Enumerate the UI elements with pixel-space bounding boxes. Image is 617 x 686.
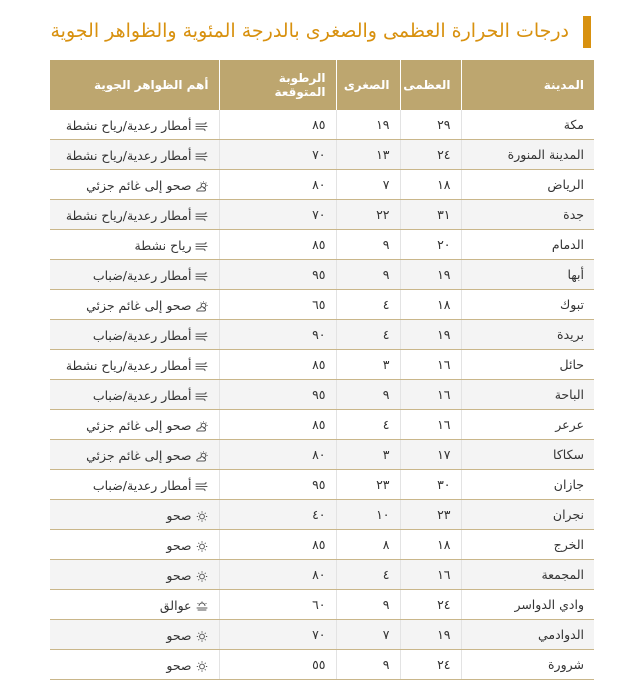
cell-max: ١٩ xyxy=(400,320,461,350)
cell-city: الخرج xyxy=(461,530,594,560)
header-max: العظمى xyxy=(400,60,461,110)
cell-weather xyxy=(50,320,219,350)
cell-min: ٤ xyxy=(336,560,400,590)
cell-humidity: ٥٥ xyxy=(219,650,336,680)
wind-icon xyxy=(195,240,209,251)
weather-text: صحو إلى غائم جزئي xyxy=(86,417,192,433)
cell-weather xyxy=(50,530,219,560)
cell-humidity: ٩٥ xyxy=(219,380,336,410)
cell-min: ٤ xyxy=(336,320,400,350)
cell-city: المدينة المنورة xyxy=(461,140,594,170)
header-min: الصغرى xyxy=(336,60,400,110)
cell-weather xyxy=(50,410,219,440)
wind-icon xyxy=(195,120,209,131)
table-row xyxy=(50,230,594,260)
cell-weather xyxy=(50,380,219,410)
weather-text: عوالق xyxy=(159,597,192,613)
cell-weather xyxy=(50,140,219,170)
weather-text: أمطار رعدية/رياح نشطة xyxy=(65,357,192,373)
wind-icon xyxy=(195,480,209,491)
cell-max: ١٨ xyxy=(400,530,461,560)
wind-icon xyxy=(195,150,209,161)
cell-city: المجمعة xyxy=(461,560,594,590)
cell-max: ٢٤ xyxy=(400,140,461,170)
sun-icon xyxy=(195,540,209,551)
cell-max: ٢٣ xyxy=(400,500,461,530)
haze-icon xyxy=(195,600,209,611)
weather-table xyxy=(50,60,594,680)
cell-humidity: ٨٥ xyxy=(219,350,336,380)
cell-city: عرعر xyxy=(461,410,594,440)
weather-text: أمطار رعدية/رياح نشطة xyxy=(65,147,192,163)
cell-min: ٣ xyxy=(336,350,400,380)
weather-text: أمطار رعدية/رياح نشطة xyxy=(65,207,192,223)
cell-max: ١٩ xyxy=(400,260,461,290)
weather-text: صحو xyxy=(166,537,192,553)
cell-humidity: ٨٥ xyxy=(219,230,336,260)
cell-max: ٢٤ xyxy=(400,590,461,620)
cell-min: ٧ xyxy=(336,170,400,200)
cell-min: ٢٢ xyxy=(336,200,400,230)
weather-text: صحو xyxy=(166,627,192,643)
cell-min: ١٠ xyxy=(336,500,400,530)
cell-humidity: ٨٥ xyxy=(219,410,336,440)
weather-text: أمطار رعدية/ضباب xyxy=(92,477,192,493)
table-header-row xyxy=(50,60,594,110)
sun-icon xyxy=(195,660,209,671)
cell-weather xyxy=(50,350,219,380)
partly-cloudy-icon xyxy=(195,450,209,461)
partly-cloudy-icon xyxy=(195,420,209,431)
cell-city: الدمام xyxy=(461,230,594,260)
weather-text: أمطار رعدية/رياح نشطة xyxy=(65,117,192,133)
cell-min: ٩ xyxy=(336,590,400,620)
weather-text: صحو إلى غائم جزئي xyxy=(86,297,192,313)
weather-text: صحو xyxy=(166,507,192,523)
cell-humidity: ٨٠ xyxy=(219,440,336,470)
table-row xyxy=(50,350,594,380)
cell-max: ٢٤ xyxy=(400,650,461,680)
table-row xyxy=(50,200,594,230)
cell-weather xyxy=(50,290,219,320)
cell-city: نجران xyxy=(461,500,594,530)
table-row xyxy=(50,560,594,590)
cell-city: جازان xyxy=(461,470,594,500)
cell-humidity: ٩٥ xyxy=(219,260,336,290)
table-row xyxy=(50,170,594,200)
cell-max: ٢٩ xyxy=(400,110,461,140)
cell-weather xyxy=(50,470,219,500)
cell-min: ٣ xyxy=(336,440,400,470)
cell-humidity: ٨٠ xyxy=(219,170,336,200)
cell-min: ٧ xyxy=(336,620,400,650)
wind-icon xyxy=(195,270,209,281)
wind-icon xyxy=(195,210,209,221)
cell-weather xyxy=(50,620,219,650)
cell-weather xyxy=(50,500,219,530)
cell-weather xyxy=(50,110,219,140)
cell-weather xyxy=(50,650,219,680)
cell-city: شرورة xyxy=(461,650,594,680)
partly-cloudy-icon xyxy=(195,300,209,311)
cell-humidity: ٨٥ xyxy=(219,110,336,140)
weather-text: رياح نشطة xyxy=(134,237,192,253)
partly-cloudy-icon xyxy=(195,180,209,191)
table-row xyxy=(50,590,594,620)
cell-max: ٢٠ xyxy=(400,230,461,260)
cell-min: ١٣ xyxy=(336,140,400,170)
table-row xyxy=(50,110,594,140)
cell-humidity: ٩٥ xyxy=(219,470,336,500)
cell-humidity: ٩٠ xyxy=(219,320,336,350)
cell-weather xyxy=(50,200,219,230)
cell-max: ١٨ xyxy=(400,170,461,200)
cell-humidity: ٦٠ xyxy=(219,590,336,620)
weather-text: أمطار رعدية/ضباب xyxy=(92,267,192,283)
table-row xyxy=(50,410,594,440)
cell-max: ١٧ xyxy=(400,440,461,470)
header-city: المدينة xyxy=(461,60,594,110)
cell-min: ٩ xyxy=(336,380,400,410)
weather-text: صحو xyxy=(166,567,192,583)
cell-min: ١٩ xyxy=(336,110,400,140)
table-row xyxy=(50,290,594,320)
cell-city: تبوك xyxy=(461,290,594,320)
title-accent-bar xyxy=(583,16,591,48)
cell-max: ١٦ xyxy=(400,380,461,410)
cell-city: بريدة xyxy=(461,320,594,350)
cell-max: ١٨ xyxy=(400,290,461,320)
cell-city: وادي الدواسر xyxy=(461,590,594,620)
cell-min: ٤ xyxy=(336,410,400,440)
cell-city: الرياض xyxy=(461,170,594,200)
cell-weather xyxy=(50,230,219,260)
table-row xyxy=(50,500,594,530)
cell-city: الباحة xyxy=(461,380,594,410)
cell-min: ٩ xyxy=(336,650,400,680)
table-row xyxy=(50,620,594,650)
cell-humidity: ٨٥ xyxy=(219,530,336,560)
cell-humidity: ٧٠ xyxy=(219,140,336,170)
cell-max: ١٦ xyxy=(400,410,461,440)
table-row xyxy=(50,140,594,170)
cell-weather xyxy=(50,260,219,290)
cell-humidity: ٧٠ xyxy=(219,620,336,650)
weather-text: أمطار رعدية/ضباب xyxy=(92,387,192,403)
table-row xyxy=(50,320,594,350)
cell-city: حائل xyxy=(461,350,594,380)
cell-min: ٩ xyxy=(336,260,400,290)
table-row xyxy=(50,380,594,410)
cell-city: جدة xyxy=(461,200,594,230)
header-humidity: الرطوبة المتوقعة xyxy=(219,60,336,110)
cell-humidity: ٧٠ xyxy=(219,200,336,230)
table-row xyxy=(50,470,594,500)
cell-city: أبها xyxy=(461,260,594,290)
cell-max: ١٩ xyxy=(400,620,461,650)
cell-weather xyxy=(50,590,219,620)
cell-city: مكة xyxy=(461,110,594,140)
header-weather: أهم الظواهر الجوية xyxy=(50,60,219,110)
cell-humidity: ٦٥ xyxy=(219,290,336,320)
table-row xyxy=(50,440,594,470)
cell-city: الدوادمي xyxy=(461,620,594,650)
page-title: درجات الحرارة العظمى والصغرى بالدرجة المئوية والظواهر الجوية xyxy=(50,20,569,42)
cell-max: ١٦ xyxy=(400,560,461,590)
table-row xyxy=(50,650,594,680)
cell-max: ٣٠ xyxy=(400,470,461,500)
weather-text: أمطار رعدية/ضباب xyxy=(92,327,192,343)
cell-weather xyxy=(50,170,219,200)
cell-weather xyxy=(50,440,219,470)
cell-min: ٤ xyxy=(336,290,400,320)
table-row xyxy=(50,530,594,560)
wind-icon xyxy=(195,390,209,401)
cell-humidity: ٨٠ xyxy=(219,560,336,590)
cell-max: ١٦ xyxy=(400,350,461,380)
sun-icon xyxy=(195,630,209,641)
wind-icon xyxy=(195,330,209,341)
weather-text: صحو إلى غائم جزئي xyxy=(86,447,192,463)
sun-icon xyxy=(195,570,209,581)
cell-weather xyxy=(50,560,219,590)
sun-icon xyxy=(195,510,209,521)
table-row xyxy=(50,260,594,290)
cell-humidity: ٤٠ xyxy=(219,500,336,530)
cell-max: ٣١ xyxy=(400,200,461,230)
cell-min: ٢٣ xyxy=(336,470,400,500)
cell-min: ٨ xyxy=(336,530,400,560)
cell-min: ٩ xyxy=(336,230,400,260)
cell-city: سكاكا xyxy=(461,440,594,470)
weather-text: صحو xyxy=(166,657,192,673)
wind-icon xyxy=(195,360,209,371)
weather-text: صحو إلى غائم جزئي xyxy=(86,177,192,193)
